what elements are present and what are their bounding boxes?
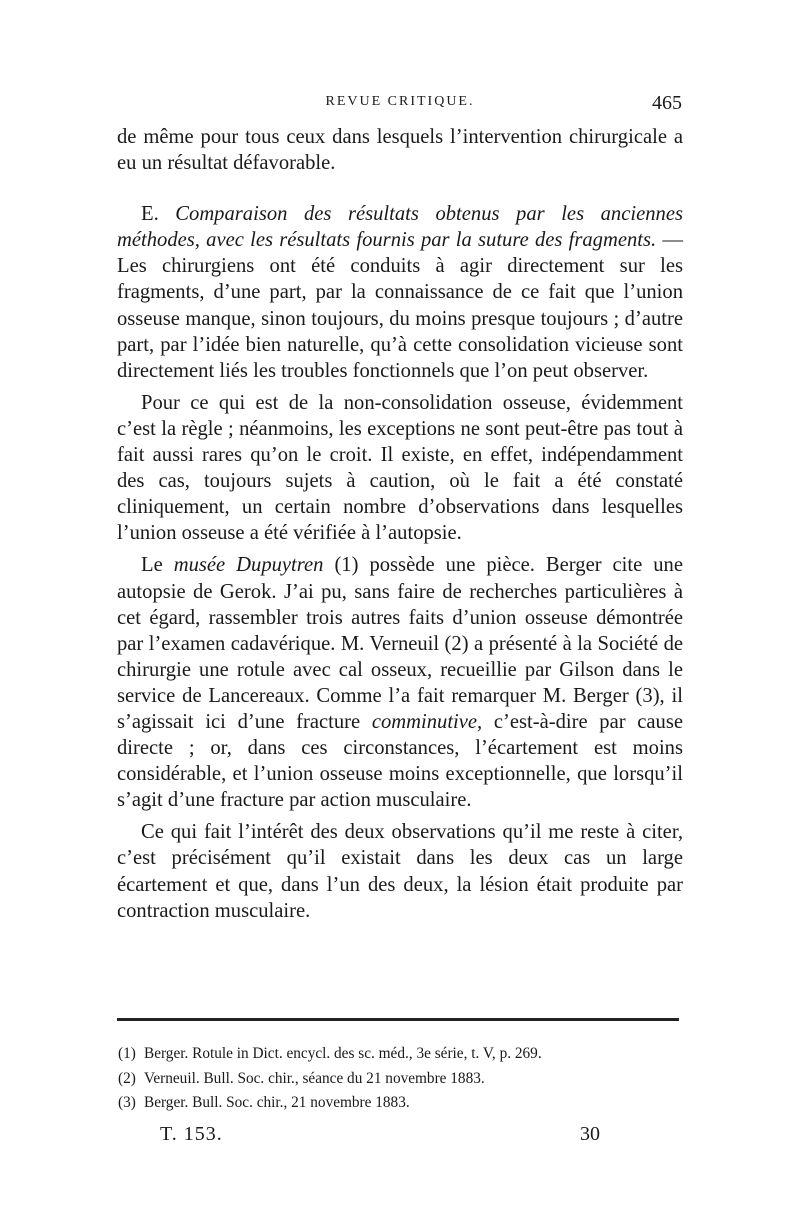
footnote-text: Berger. Bull. Soc. chir., 21 novembre 1883. xyxy=(144,1094,410,1111)
italic-comminutive: comminutive, xyxy=(371,710,483,733)
footnote-text: Berger. Rotule in Dict. encycl. des sc. méd., 3e série, t. V, p. 269. xyxy=(144,1045,542,1062)
paragraph-continuation: de même pour tous ceux dans lesquels l’intervention chirurgicale a eu un résultat défavorable. xyxy=(117,126,683,175)
signature-line xyxy=(160,1123,600,1153)
paragraph-non-consolidation: Pour ce qui est de la non-consolidation osseuse, évidemment c’est la règle ; néanmoins, les exceptions ne sont peut-être pas tout à fait aussi rares qu’on le croit. Il existe, en effet, indépendamment des cas, toujours sujets à caution, où le fait a été constaté cliniquement, un certain nombre d’observations dans lesquelles l’union osseuse a été vérifiée à l’autopsie. xyxy=(117,391,683,545)
volume-mark: T. 153. xyxy=(160,1123,223,1145)
sheet-number: 30 xyxy=(580,1123,600,1145)
body-text xyxy=(117,124,683,924)
footnote xyxy=(118,1042,684,1067)
footnote-mark: (1) xyxy=(118,1045,136,1062)
page-number: 465 xyxy=(652,92,682,114)
footnote-mark: (2) xyxy=(118,1069,136,1087)
section-heading: Comparaison des résultats obtenus par les anciennes méthodes, avec les résultats fournis par la suture des fragments. xyxy=(117,203,683,252)
footnote-mark: (3) xyxy=(118,1094,136,1111)
footnote xyxy=(118,1091,684,1116)
footnote-rule xyxy=(117,1018,679,1021)
footnote xyxy=(118,1067,684,1092)
italic-musee-dupuytren: musée Dupuytren xyxy=(173,554,324,577)
paragraph-musee-dupuytren: Le musée Dupuytren (1) possède une pièce. Berger cite une autopsie de Gerok. J’ai pu, sans faire de recherches particulières à cet égard, rassembler trois autres faits d’union osseuse démontrée par l’examen cadavérique. M. Verneuil (2) a présenté à la Société de chirurgie une rotule avec cal osseux, recueillie par Gilson dans le service de Lancereaux. Comme l’a fait remarquer M. Berger (3), il s’agissait ici d’une fracture comminutive, c’est-à-dire par cause directe ; or, dans ces circonstances, l’écartement est moins considérable, et l’union osseuse moins exceptionnelle, que lorsqu’il s’agit d’une fracture par action musculaire. xyxy=(117,554,683,812)
footnote-text: Verneuil. Bull. Soc. chir., séance du 21 novembre 1883. xyxy=(144,1069,485,1087)
running-head xyxy=(118,92,682,120)
section-text: — Les chirurgiens ont été conduits à agir directement sur les fragments, d’une part, par la connaissance de ce fait que l’union osseuse manque, sinon toujours, du moins presque toujours ; d’autre part, par l’idée bien naturelle, qu’à cette consolidation vicieuse sont directement liés les troubles fonctionnels que l’on peut observer. xyxy=(117,229,684,382)
running-title: REVUE CRITIQUE. xyxy=(325,94,475,109)
paragraph-section-e xyxy=(117,201,683,384)
section-letter: E. xyxy=(141,203,176,226)
footnotes xyxy=(118,1042,684,1116)
paragraph-observations: Ce qui fait l’intérêt des deux observations qu’il me reste à citer, c’est précisément qu’il existait dans les deux cas un large écartement et que, dans l’un des deux, la lésion était produite par contraction musculaire. xyxy=(117,821,683,922)
